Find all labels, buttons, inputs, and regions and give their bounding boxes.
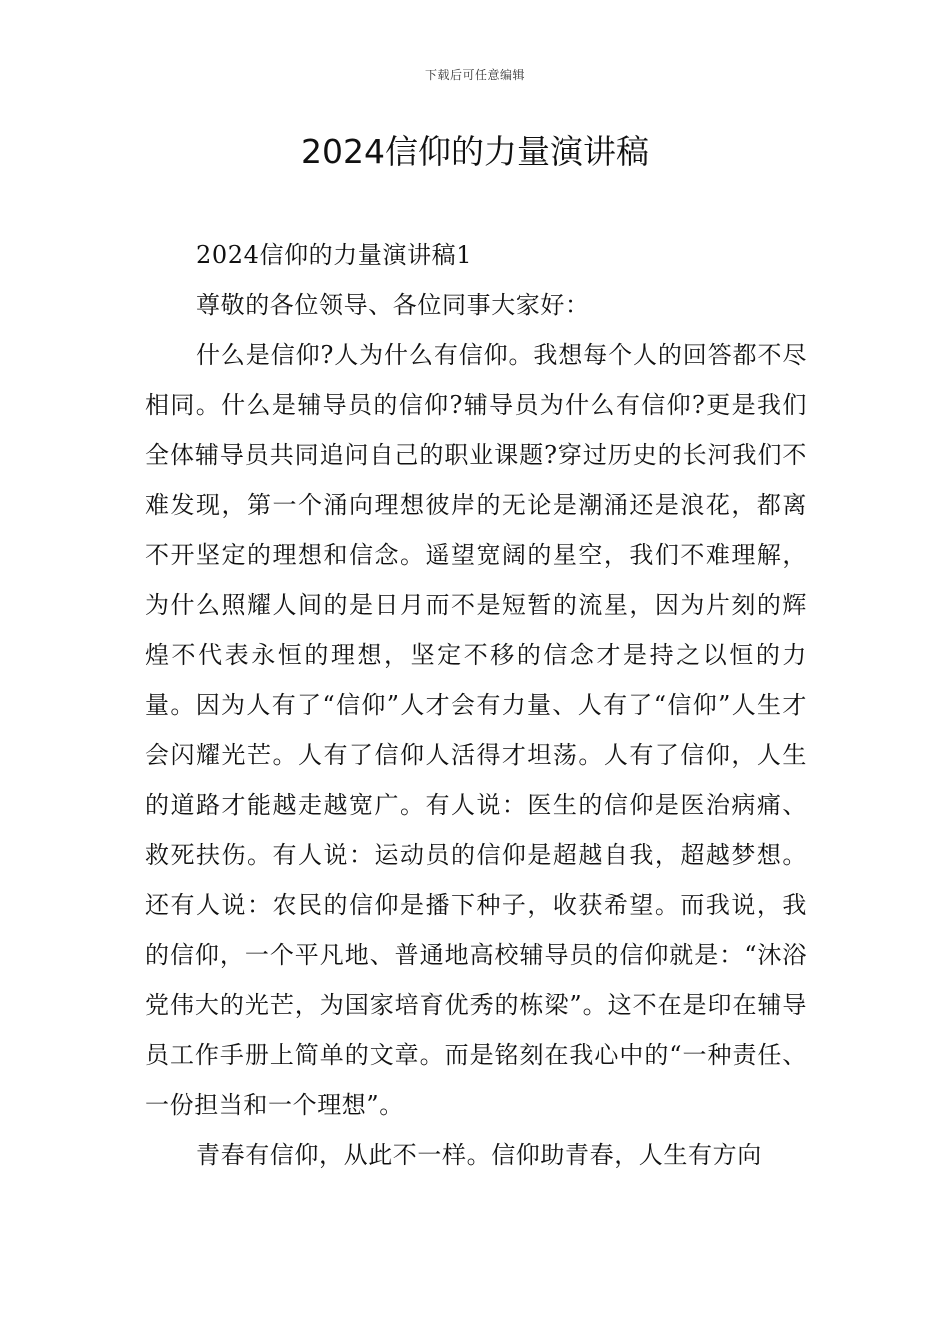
salutation: 尊敬的各位领导、各位同事大家好：	[196, 291, 590, 319]
document-title: 2024信仰的力量演讲稿	[301, 132, 649, 171]
body-paragraph: 什么是信仰?人为什么有信仰。我想每个人的回答都不尽相同。什么是辅导员的信仰?辅导员为什么有信仰?更是我们全体辅导员共同追问自己的职业课题?穿过历史的长河我们不难发现，第一个涌向理想彼岸的无论是潮涌还是浪花，都离不开坚定的理想和信念。遥望宽阔的星空，我们不难理解，为什么照耀人间的是日月而不是短暂的流星，因为片刻的辉煌不代表永恒的理想，坚定不移的信念才是持之以恒的力量。因为人有了“信仰”人才会有力量、人有了“信仰”人生才会闪耀光芒。人有了信仰人活得才坦荡。人有了信仰，人生的道路才能越走越宽广。有人说：医生的信仰是医治病痛、救死扶伤。有人说：运动员的信仰是超越自我，超越梦想。还有人说：农民的信仰是播下种子，收获希望。而我说，我的信仰，一个平凡地、普通地高校辅导员的信仰就是：“沐浴党伟大的光芒，为国家培育优秀的栋梁”。这不在是印在辅导员工作手册上简单的文章。而是铭刻在我心中的“一种责任、一份担当和一个理想”。	[145, 341, 807, 1119]
header-note: 下载后可任意编辑	[424, 68, 525, 82]
section-heading: 2024信仰的力量演讲稿1	[196, 241, 473, 269]
document-body	[145, 230, 807, 1180]
body-paragraph: 青春有信仰，从此不一样。信仰助青春，人生有方向	[196, 1141, 762, 1169]
